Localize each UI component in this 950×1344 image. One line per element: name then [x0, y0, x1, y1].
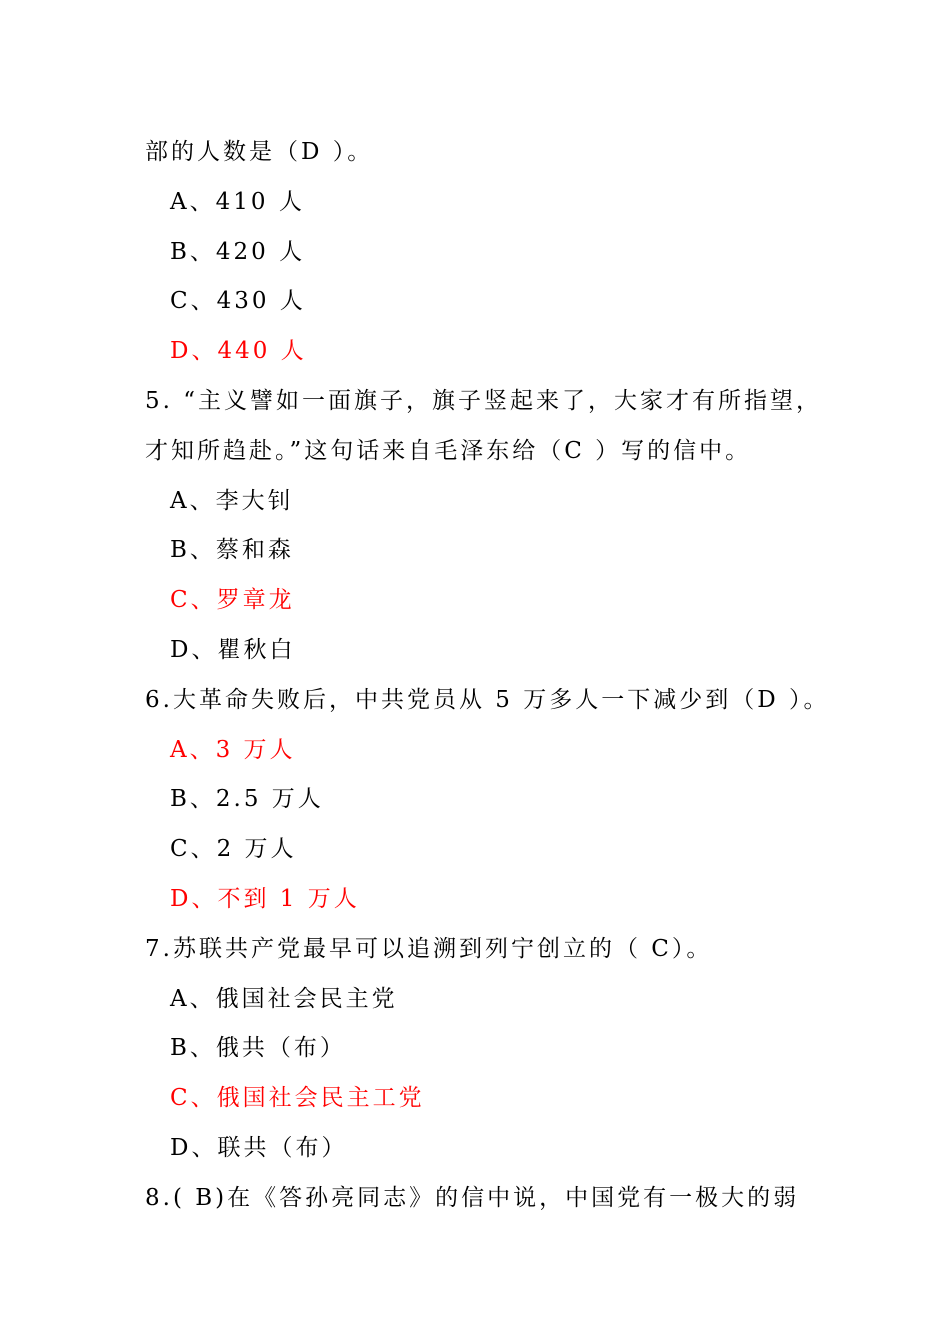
question-7: 7.苏联共产党最早可以追溯到列宁创立的（ C）。: [145, 936, 713, 962]
option-q5-d: D、瞿秋白: [170, 637, 296, 663]
question-5-line-2: 才知所趋赴。”这句话来自毛泽东给（C ）写的信中。: [145, 438, 752, 464]
option-q4-a: A、410 人: [170, 189, 305, 215]
option-q5-b: B、蔡和森: [170, 537, 294, 563]
option-q6-b: B、2.5 万人: [170, 786, 324, 812]
question-5-line-1: 5. “主义譬如一面旗子，旗子竖起来了，大家才有所指望，: [145, 388, 823, 414]
option-q5-a: A、李大钊: [170, 488, 294, 514]
option-q7-c-correct: C、俄国社会民主工党: [170, 1085, 425, 1111]
option-q4-d-correct: D、440 人: [170, 338, 307, 364]
question-6: 6.大革命失败后，中共党员从 5 万多人一下减少到（D ）。: [145, 687, 830, 713]
option-q6-c: C、2 万人: [170, 836, 297, 862]
question-continuation: 部的人数是（D ）。: [145, 139, 374, 165]
option-q6-d-correct: D、不到 1 万人: [170, 886, 360, 912]
option-q4-c: C、430 人: [170, 288, 306, 314]
option-q6-a-correct: A、3 万人: [170, 737, 296, 763]
option-q4-b: B、420 人: [170, 239, 306, 265]
option-q7-b: B、俄共（布）: [170, 1035, 346, 1061]
option-q7-d: D、联共（布）: [170, 1135, 348, 1161]
option-q5-c-correct: C、罗章龙: [170, 587, 295, 613]
question-8: 8.( B)在《答孙亮同志》的信中说，中国党有一极大的弱: [145, 1185, 800, 1211]
option-q7-a: A、俄国社会民主党: [170, 986, 398, 1012]
